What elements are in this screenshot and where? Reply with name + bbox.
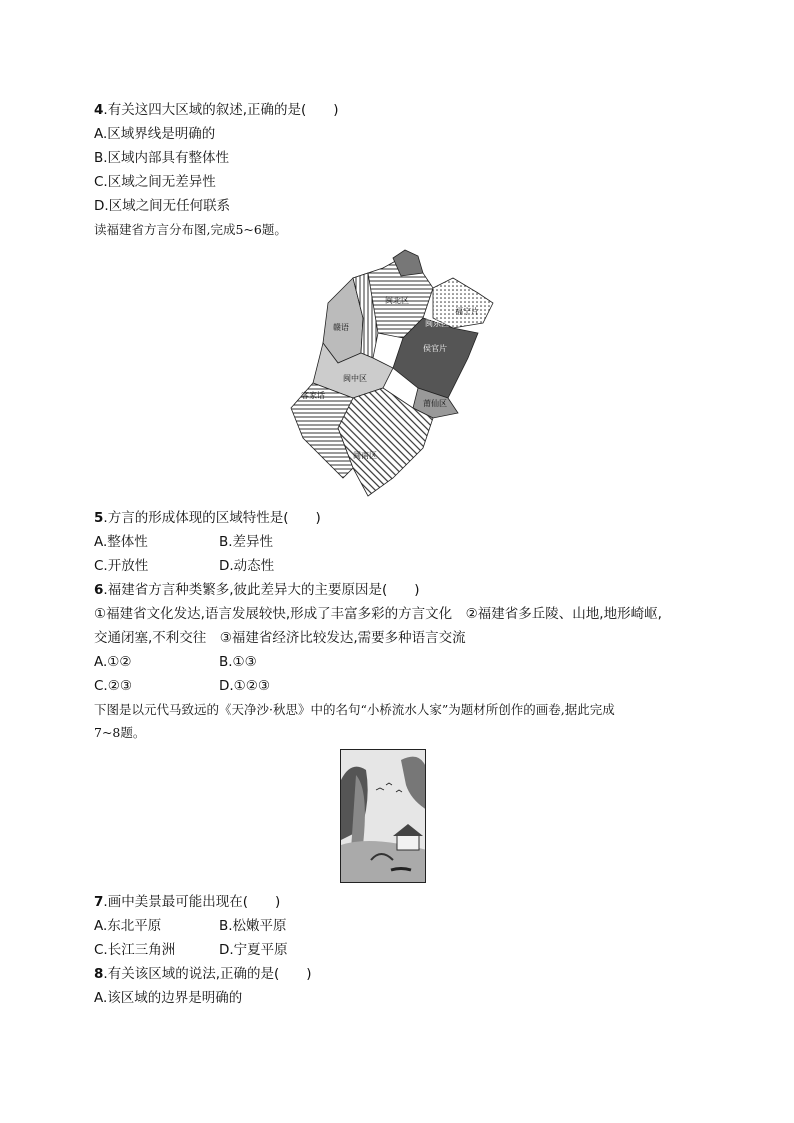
question-6 xyxy=(94,581,420,599)
map-label-funing: 福宁片 xyxy=(455,307,479,316)
intro-7-8-line-2: 7~8题。 xyxy=(94,725,146,740)
map-label-houguan: 侯官片 xyxy=(423,344,447,353)
statement-line-1: ①福建省文化发达,语言发展较快,形成了丰富多彩的方言文化 ②福建省多丘陵、山地,地形崎岖, xyxy=(94,606,662,622)
option-a: A.东北平原 xyxy=(94,918,162,934)
map-label-minnan: 闽南区 xyxy=(353,451,377,460)
option-d: D.宁夏平原 xyxy=(219,942,288,958)
map-label-minzhong: 闽中区 xyxy=(343,374,367,383)
option-c: C.区域之间无差异性 xyxy=(94,174,216,190)
question-number: 5 xyxy=(94,510,104,526)
question-5 xyxy=(94,509,321,527)
question-number: 7 xyxy=(94,894,104,910)
fujian-dialect-map xyxy=(283,248,513,500)
map-label-puxian: 莆仙区 xyxy=(423,399,447,408)
option-c: C.②③ xyxy=(94,678,132,694)
map-label-mindong: 闽东区 xyxy=(425,319,449,328)
option-b: B.区域内部具有整体性 xyxy=(94,150,230,166)
question-stem: .画中美景最可能出现在( ) xyxy=(103,894,281,910)
landscape-painting xyxy=(340,749,426,883)
question-4 xyxy=(94,101,339,119)
question-stem: .福建省方言种类繁多,彼此差异大的主要原因是( ) xyxy=(103,582,420,598)
option-d: D.①②③ xyxy=(219,678,270,694)
painting-illustration xyxy=(341,750,426,883)
intro-7-8-line-1: 下图是以元代马致远的《天净沙·秋思》中的名句“小桥流水人家”为题材所创作的画卷,据此完成 xyxy=(94,702,615,717)
option-c: C.长江三角洲 xyxy=(94,942,176,958)
option-b: B.松嫩平原 xyxy=(219,918,287,934)
question-stem: .有关该区域的说法,正确的是( ) xyxy=(103,966,312,982)
question-8 xyxy=(94,965,312,983)
question-number: 6 xyxy=(94,582,104,598)
option-a: A.①② xyxy=(94,654,132,670)
question-number: 4 xyxy=(94,102,104,118)
map-label-kejia: 客家话 xyxy=(301,391,325,400)
option-a: A.该区域的边界是明确的 xyxy=(94,990,243,1006)
statement-line-2: 交通闭塞,不利交往 ③福建省经济比较发达,需要多种语言交流 xyxy=(94,630,466,646)
question-stem: .有关这四大区域的叙述,正确的是( ) xyxy=(103,102,339,118)
option-d: D.动态性 xyxy=(219,558,275,574)
option-d: D.区域之间无任何联系 xyxy=(94,198,231,214)
question-stem: .方言的形成体现的区域特性是( ) xyxy=(103,510,321,526)
intro-5-6: 读福建省方言分布图,完成5~6题。 xyxy=(94,222,287,237)
option-c: C.开放性 xyxy=(94,558,149,574)
option-b: B.差异性 xyxy=(219,534,274,550)
question-number: 8 xyxy=(94,966,104,982)
question-7 xyxy=(94,893,280,911)
map-label-minbei: 闽北区 xyxy=(385,296,409,305)
option-b: B.①③ xyxy=(219,654,257,670)
option-a: A.整体性 xyxy=(94,534,148,550)
option-a: A.区域界线是明确的 xyxy=(94,126,216,142)
map-label-ganyu: 赣语 xyxy=(333,323,349,332)
